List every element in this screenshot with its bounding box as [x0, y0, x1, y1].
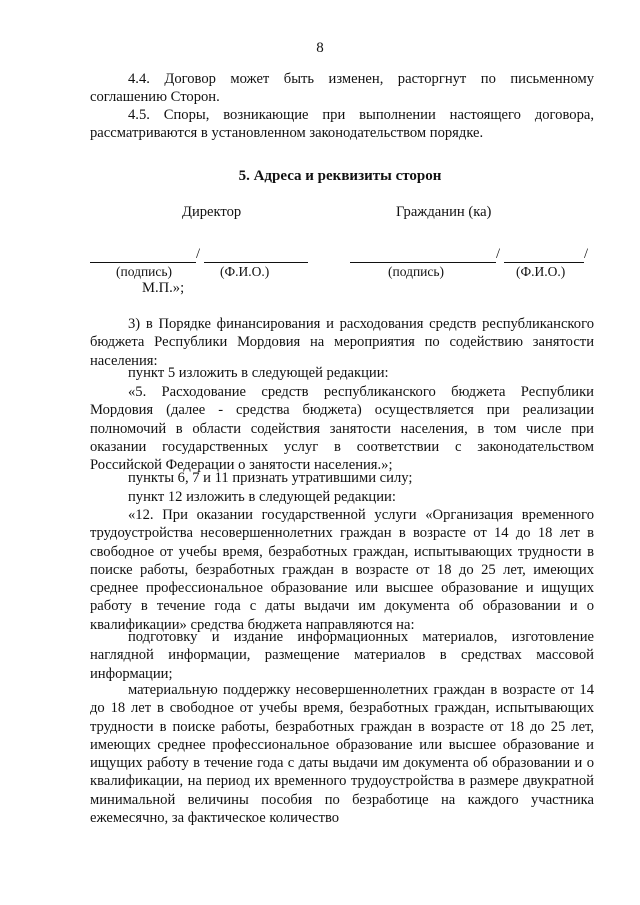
citizen-slash-1: / [496, 246, 501, 262]
director-sign-caption: (подпись) [116, 264, 173, 279]
director-name-line [204, 262, 308, 263]
paragraph-material: материальную поддержку несовершеннолетних граждан в возрасте от 14 до 18 лет в свободное от учебы время, безработных граждан, испытывающих трудности в поиске работы, безработных граждан в возрасте от 18 до 25 лет, имеющих среднее профессиональное образование или высшее образование и ищущих работу в течение года с даты выдачи им документа об образовании и о квалификации, на период их временного трудоустройства в размере двукратной минимальной величины пособия по безработице на каждого участника ежемесячно, за фактическое количество [90, 682, 594, 827]
director-fio-caption: (Ф.И.О.) [220, 264, 270, 279]
paragraph-3: 3) в Порядке финансирования и расходования средств республиканского бюджета Республики Мордовия на мероприятия по содействию занятости населения: [90, 316, 594, 369]
director-label: Директор [182, 204, 242, 220]
section-title: 5. Адреса и реквизиты сторон [238, 168, 442, 184]
stamp-place: М.П.»; [142, 280, 185, 296]
paragraph-p5-text: «5. Расходование средств республиканского бюджета Республики Мордовия (далее - средства бюджета) осуществляется при реализации полномочий в области содействия занятости населения, в том числе при оказании государственных услуг в соответствии с законодательством Российской Федерации о занятости населения.»; [90, 384, 594, 474]
clause-4-5: 4.5. Споры, возникающие при выполнении настоящего договора, рассматриваются в установленном законодательством порядке. [90, 107, 594, 142]
citizen-label: Гражданин (ка) [396, 204, 492, 220]
page-number: 8 [316, 40, 324, 56]
director-slash: / [196, 246, 201, 262]
paragraph-p12-intro: пункт 12 изложить в следующей редакции: [128, 489, 396, 505]
paragraph-p12-text: «12. При оказании государственной услуги «Организация временного трудоустройства несовершеннолетних граждан в возрасте от 14 до 18 лет в свободное от учебы время, безработных граждан, испытывающих трудности в поиске работы, безработных граждан в возрасте от 18 до 25 лет, имеющих среднее профессиональное образование или высшее образование и ищущих работу в течение года с даты выдачи им документа об образовании и о квалификации» средства бюджета направляются на: [90, 507, 594, 633]
director-signature-line [90, 262, 196, 263]
clause-4-4: 4.4. Договор может быть изменен, расторгнут по письменному соглашению Сторон. [90, 71, 594, 106]
citizen-sign-caption: (подпись) [388, 264, 445, 279]
citizen-name-line [504, 262, 584, 263]
citizen-fio-caption: (Ф.И.О.) [516, 264, 566, 279]
paragraph-p6711: пункты 6, 7 и 11 признать утратившими силу; [128, 470, 413, 486]
paragraph-p5-intro: пункт 5 изложить в следующей редакции: [128, 365, 389, 381]
citizen-signature-line [350, 262, 496, 263]
citizen-slash-2: / [584, 246, 589, 262]
paragraph-prep: подготовку и издание информационных материалов, изготовление наглядной информации, размещение материалов в средствах массовой информации; [90, 629, 594, 682]
